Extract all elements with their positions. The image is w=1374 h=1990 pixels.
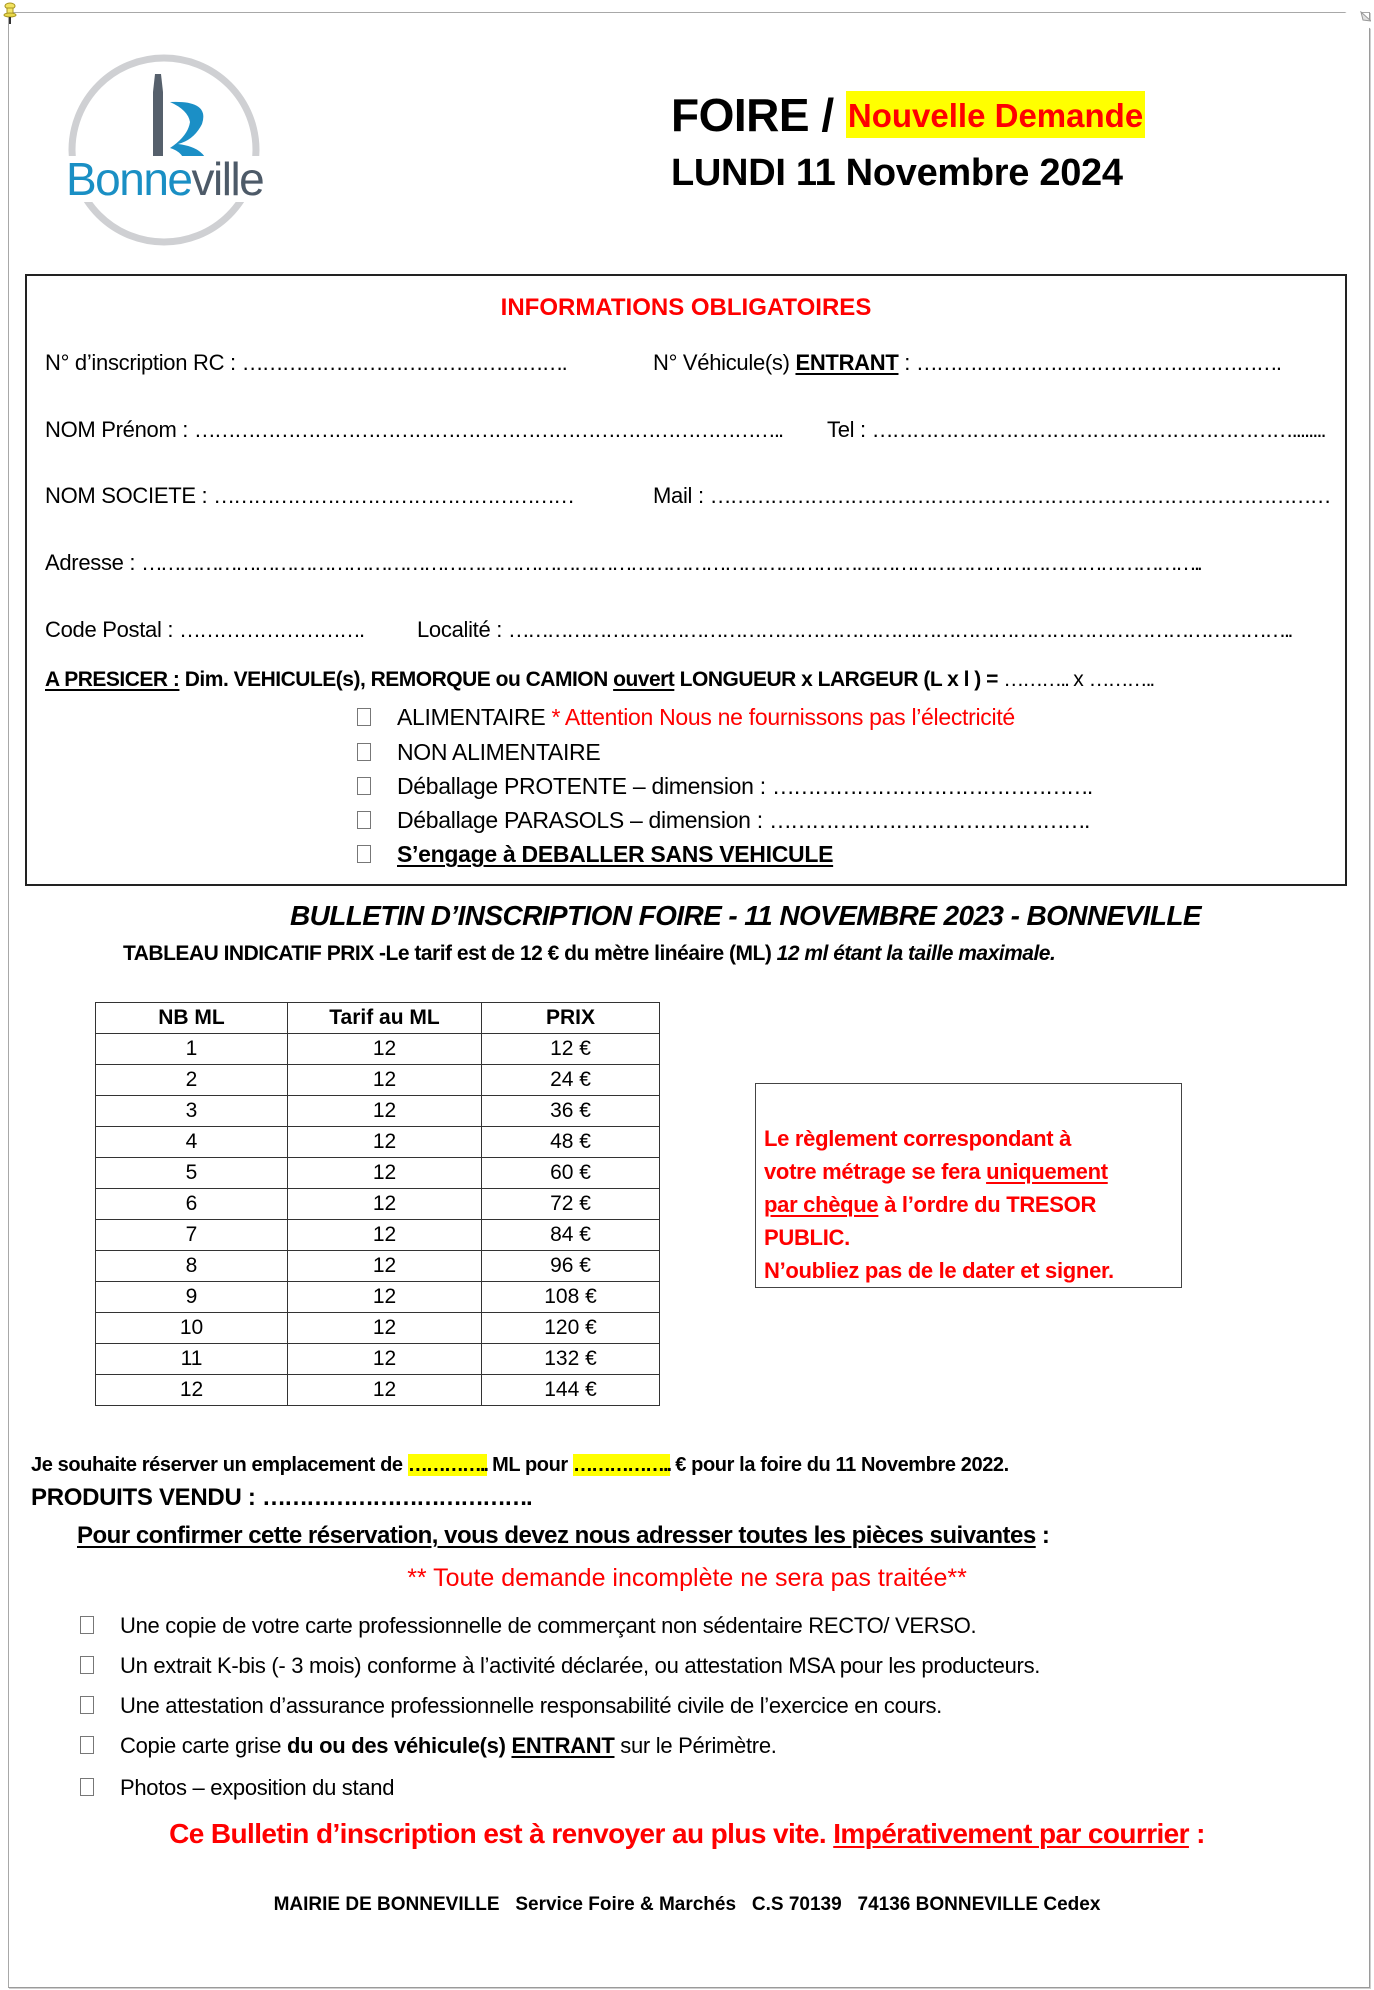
payment-note (764, 1122, 1114, 1287)
cell-prix: 48 € (482, 1127, 660, 1158)
incomplete-warning: ** Toute demande incomplète ne sera pas traitée** (407, 1564, 967, 1592)
city-label: Localité : (417, 617, 503, 642)
option-label: ALIMENTAIRE (397, 704, 546, 730)
confirm-instructions (77, 1522, 1049, 1550)
payment-line: PUBLIC. (764, 1225, 850, 1250)
doc-item-carte-grise[interactable] (80, 1733, 777, 1759)
name-field[interactable] (45, 417, 782, 443)
cell-nb-ml: 8 (96, 1251, 288, 1282)
logo-text-grey: ville (191, 153, 264, 205)
cell-tarif: 12 (288, 1034, 482, 1065)
logo-wordmark (64, 153, 265, 205)
cell-tarif: 12 (288, 1065, 482, 1096)
doc-label: sur le Périmètre. (620, 1733, 777, 1758)
vehicle-label: N° Véhicule(s) (653, 350, 790, 375)
address-field[interactable] (45, 550, 1200, 576)
table-row (96, 1034, 660, 1065)
payment-note-box (755, 1083, 1182, 1288)
cell-nb-ml: 4 (96, 1127, 288, 1158)
doc-item-carte-pro[interactable] (80, 1613, 976, 1639)
reservation-text: € pour la foire du 11 Novembre 2022. (675, 1454, 1009, 1476)
name-input-dots[interactable]: …………………………………………………………………………….. (193, 417, 783, 442)
dimensions-formula: LONGUEUR x LARGEUR (L x l ) = (679, 668, 998, 691)
cell-prix: 36 € (482, 1096, 660, 1127)
dimensions-field[interactable] (45, 668, 1153, 692)
company-label: NOM SOCIETE : (45, 483, 208, 508)
pushpin-icon[interactable] (3, 2, 17, 26)
payment-line (764, 1155, 1114, 1188)
tariff-note-main: TABLEAU INDICATIF PRIX -Le tarif est de 12 € du mètre linéaire (ML) (123, 942, 772, 965)
table-row (96, 1282, 660, 1313)
company-input-dots[interactable]: ……………………………………………… (213, 483, 574, 508)
table-row (96, 1096, 660, 1127)
products-input-dots[interactable]: ………………………………. (261, 1484, 531, 1511)
parasols-dimension-dots[interactable]: ………………………………………. (768, 807, 1089, 833)
price-table (95, 1002, 660, 1406)
mandatory-info-section (25, 274, 1347, 886)
checkbox[interactable] (357, 708, 371, 726)
section-title: INFORMATIONS OBLIGATOIRES (500, 294, 872, 321)
cell-nb-ml: 9 (96, 1282, 288, 1313)
event-date: LUNDI 11 Novembre 2024 (671, 152, 1123, 194)
dimensions-text: Dim. VEHICULE(s), REMORQUE ou CAMION (184, 668, 608, 691)
option-label: NON ALIMENTAIRE (397, 739, 601, 765)
title-badge: Nouvelle Demande (846, 91, 1145, 138)
checkbox[interactable] (357, 845, 371, 863)
company-field[interactable] (45, 483, 573, 509)
doc-label-entrant: ENTRANT (511, 1733, 615, 1758)
dimensions-label: A PRESICER : (45, 668, 180, 691)
doc-item-assurance[interactable] (80, 1693, 942, 1719)
cell-tarif: 12 (288, 1096, 482, 1127)
doc-item-kbis[interactable] (80, 1653, 1040, 1679)
rc-number-field[interactable] (45, 350, 566, 376)
tariff-note-max: 12 ml étant la taille maximale. (776, 942, 1056, 965)
tel-input-dots[interactable]: ………………………………………………………........ (871, 417, 1325, 442)
option-protente[interactable] (357, 773, 1091, 800)
table-header-row (96, 1003, 660, 1034)
cell-prix: 60 € (482, 1158, 660, 1189)
option-label: Déballage PROTENTE – dimension : (397, 773, 766, 799)
cell-prix: 24 € (482, 1065, 660, 1096)
width-input-dots[interactable]: ……….. (1088, 668, 1154, 691)
cell-tarif: 12 (288, 1313, 482, 1344)
protente-dimension-dots[interactable]: ………………………………………. (771, 773, 1092, 799)
payment-text: votre métrage se fera (764, 1159, 981, 1184)
table-row (96, 1251, 660, 1282)
table-row (96, 1313, 660, 1344)
column-header-nb-ml: NB ML (96, 1003, 288, 1034)
return-text: Ce Bulletin d’inscription est à renvoyer au plus vite. (169, 1818, 827, 1849)
bonneville-logo (60, 52, 270, 252)
dimensions-ouvert: ouvert (613, 668, 675, 691)
doc-item-photos[interactable] (80, 1775, 394, 1801)
cell-tarif: 12 (288, 1251, 482, 1282)
tariff-note (123, 942, 1055, 966)
cell-prix: 132 € (482, 1344, 660, 1375)
payment-text: à l’ordre du TRESOR (884, 1192, 1097, 1217)
mailing-address: MAIRIE DE BONNEVILLE Service Foire & Marchés C.S 70139 74136 BONNEVILLE Cedex (273, 1894, 1101, 1915)
cell-tarif: 12 (288, 1375, 482, 1406)
payment-line (764, 1188, 1114, 1221)
postal-label: Code Postal : (45, 617, 174, 642)
return-instructions (0, 1818, 1374, 1850)
name-label: NOM Prénom : (45, 417, 189, 442)
city-field[interactable] (417, 617, 1291, 643)
cell-tarif: 12 (288, 1344, 482, 1375)
checkbox[interactable] (80, 1736, 94, 1754)
option-non-alimentaire[interactable] (357, 739, 600, 766)
table-row (96, 1127, 660, 1158)
doc-label: Copie carte grise (120, 1733, 282, 1758)
payment-line: Le règlement correspondant à (764, 1126, 1072, 1151)
cell-nb-ml: 12 (96, 1375, 288, 1406)
cell-nb-ml: 10 (96, 1313, 288, 1344)
title-prefix: FOIRE / (671, 89, 834, 141)
reservation-text: Je souhaite réserver un emplacement de (31, 1454, 403, 1476)
option-parasols[interactable] (357, 807, 1088, 834)
mail-label: Mail : (653, 483, 704, 508)
cell-prix: 108 € (482, 1282, 660, 1313)
price-input-field[interactable]: …………….. (573, 1454, 671, 1476)
cell-nb-ml: 7 (96, 1220, 288, 1251)
bulletin-title: BULLETIN D’INSCRIPTION FOIRE - 11 NOVEMBRE 2023 - BONNEVILLE (290, 900, 1201, 931)
return-emphasis: Impérativement par courrier (833, 1818, 1189, 1849)
cell-prix: 144 € (482, 1375, 660, 1406)
checkbox[interactable] (357, 743, 371, 761)
table-row (96, 1065, 660, 1096)
page-title (671, 88, 1145, 142)
table-row (96, 1344, 660, 1375)
cell-nb-ml: 6 (96, 1189, 288, 1220)
cell-prix: 12 € (482, 1034, 660, 1065)
rc-label: N° d’inscription RC : (45, 350, 236, 375)
products-field[interactable] (31, 1484, 531, 1512)
ml-input-field[interactable]: ………….. (407, 1454, 487, 1476)
logo-emblem-icon (60, 52, 270, 252)
postal-input-dots[interactable]: ………………………. (179, 617, 364, 642)
option-label: S’engage à DEBALLER SANS VEHICULE (397, 841, 834, 867)
postal-code-field[interactable] (45, 617, 363, 643)
column-header-tarif: Tarif au ML (288, 1003, 482, 1034)
cell-tarif: 12 (288, 1282, 482, 1313)
confirm-text: Pour confirmer cette réservation, vous devez nous adresser toutes les pièces suivantes (77, 1522, 1036, 1549)
electricity-warning: * Attention Nous ne fournissons pas l’électricité (551, 704, 1015, 730)
reservation-sentence (31, 1454, 1009, 1477)
city-input-dots[interactable]: ………………………………………………………………………………………………………….. (507, 617, 1291, 642)
option-sans-vehicule[interactable] (357, 841, 833, 868)
cell-prix: 120 € (482, 1313, 660, 1344)
cell-tarif: 12 (288, 1127, 482, 1158)
column-header-prix: PRIX (482, 1003, 660, 1034)
cell-prix: 84 € (482, 1220, 660, 1251)
table-row (96, 1158, 660, 1189)
cell-nb-ml: 3 (96, 1096, 288, 1127)
checkbox[interactable] (80, 1616, 94, 1634)
rc-input-dots[interactable]: …………………………………………. (241, 350, 566, 375)
times-sign: x (1073, 668, 1084, 691)
page-curl-icon (1345, 11, 1371, 29)
products-label: PRODUITS VENDU : (31, 1484, 256, 1511)
payment-line: N’oubliez pas de le dater et signer. (764, 1258, 1114, 1283)
cell-nb-ml: 11 (96, 1344, 288, 1375)
confirm-colon: : (1041, 1522, 1050, 1549)
return-colon: : (1196, 1818, 1205, 1849)
payment-emphasis: uniquement (986, 1159, 1108, 1184)
option-label: Déballage PARASOLS – dimension : (397, 807, 763, 833)
mail-input-dots[interactable]: ………………………………………………………………………………… (709, 483, 1330, 508)
logo-text-blue: Bonne (66, 153, 192, 205)
doc-label: Une copie de votre carte professionnelle de commerçant non sédentaire RECTO/ VERSO. (120, 1613, 977, 1638)
table-row (96, 1220, 660, 1251)
address-input-dots[interactable]: …………………………………………………………………………………………………………………………………………………….. (141, 550, 1200, 575)
vehicle-label-colon: : (904, 350, 911, 375)
table-row (96, 1189, 660, 1220)
doc-label: Un extrait K-bis (- 3 mois) conforme à l’activité déclarée, ou attestation MSA pour les producteurs. (120, 1653, 1041, 1678)
option-alimentaire[interactable] (357, 704, 1015, 731)
checkbox[interactable] (357, 777, 371, 795)
doc-label: Une attestation d’assurance professionnelle responsabilité civile de l’exercice en cours. (120, 1693, 942, 1718)
cell-tarif: 12 (288, 1158, 482, 1189)
reservation-text: ML pour (492, 1454, 568, 1476)
tel-field[interactable] (827, 417, 1325, 443)
doc-label: Photos – exposition du stand (120, 1775, 395, 1800)
vehicle-input-dots[interactable]: ………………………………………………. (915, 350, 1281, 375)
table-row (96, 1375, 660, 1406)
vehicle-label-entrant: ENTRANT (795, 350, 899, 375)
doc-label-bold: du ou des véhicule(s) (287, 1733, 506, 1758)
mail-field[interactable] (653, 483, 1330, 509)
cell-prix: 96 € (482, 1251, 660, 1282)
checkbox[interactable] (357, 811, 371, 829)
address-label: Adresse : (45, 550, 136, 575)
vehicle-number-field[interactable] (653, 350, 1280, 376)
cell-tarif: 12 (288, 1189, 482, 1220)
tel-label: Tel : (827, 417, 866, 442)
cell-nb-ml: 2 (96, 1065, 288, 1096)
cell-nb-ml: 1 (96, 1034, 288, 1065)
length-input-dots[interactable]: ……….. (1003, 668, 1068, 691)
payment-emphasis: par chèque (764, 1192, 879, 1217)
checkbox[interactable] (80, 1778, 94, 1796)
cell-tarif: 12 (288, 1220, 482, 1251)
cell-prix: 72 € (482, 1189, 660, 1220)
cell-nb-ml: 5 (96, 1158, 288, 1189)
checkbox[interactable] (80, 1656, 94, 1674)
checkbox[interactable] (80, 1696, 94, 1714)
